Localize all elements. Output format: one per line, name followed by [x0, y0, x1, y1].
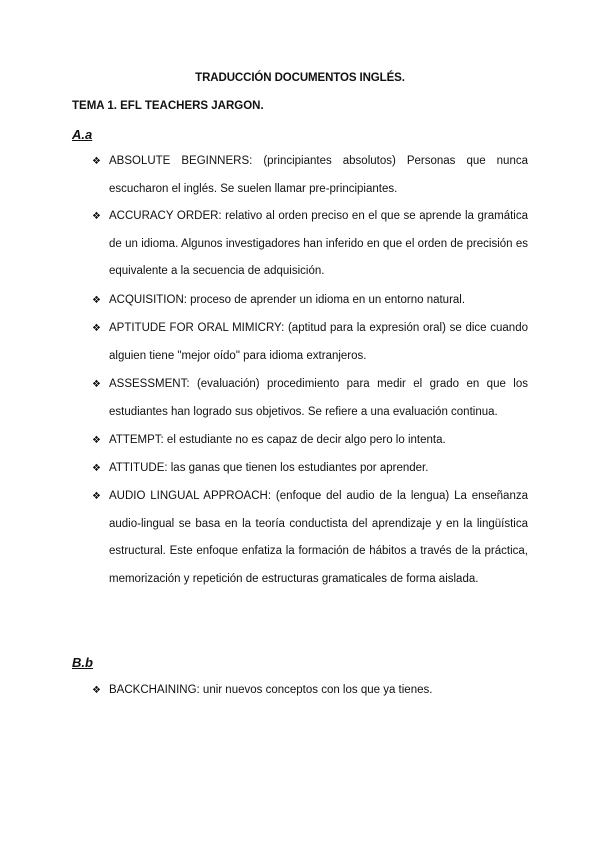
list-item	[92, 203, 528, 286]
diamond-bullet-icon: ❖	[92, 323, 101, 334]
diamond-bullet-icon: ❖	[92, 211, 101, 222]
entry-text: ATTEMPT: el estudiante no es capaz de decir algo pero lo intenta.	[109, 434, 446, 446]
diamond-bullet-icon: ❖	[92, 435, 101, 446]
entry-text: ABSOLUTE BEGINNERS: (principiantes absolutos) Personas que nunca escucharon el inglés. Se suelen llamar pre-principiantes.	[109, 155, 528, 195]
diamond-bullet-icon: ❖	[92, 379, 101, 390]
entry-text: ASSESSMENT: (evaluación) procedimiento para medir el grado en que los estudiantes han logrado sus objetivos. Se refiere a una evaluación continua.	[109, 378, 528, 418]
list-item	[92, 315, 528, 370]
section-label-b: B.b	[72, 655, 93, 670]
entry-text: ACQUISITION: proceso de aprender un idioma en un entorno natural.	[109, 294, 466, 306]
list-item	[92, 287, 528, 315]
entry-text: ACCURACY ORDER: relativo al orden preciso en el que se aprende la gramática de un idioma. Algunos investigadores han inferido en que el orden de precisión es equivalente a la secuencia de adquisición.	[109, 210, 528, 277]
topic-heading: TEMA 1. EFL TEACHERS JARGON.	[72, 100, 264, 112]
list-item	[92, 148, 528, 203]
entry-text: ATTITUDE: las ganas que tienen los estudiantes por aprender.	[109, 462, 429, 474]
diamond-bullet-icon: ❖	[92, 685, 101, 696]
section-label-a: A.a	[72, 127, 93, 142]
entry-text: APTITUDE FOR ORAL MIMICRY: (aptitud para la expresión oral) se dice cuando alguien tiene "mejor oído" para idioma extranjeros.	[109, 322, 528, 362]
list-item	[92, 483, 528, 593]
list-item	[92, 427, 528, 455]
entry-text: BACKCHAINING: unir nuevos conceptos con los que ya tienes.	[109, 684, 433, 696]
diamond-bullet-icon: ❖	[92, 463, 101, 474]
diamond-bullet-icon: ❖	[92, 156, 101, 167]
list-item	[92, 677, 528, 705]
list-item	[92, 455, 528, 483]
diamond-bullet-icon: ❖	[92, 295, 101, 306]
diamond-bullet-icon: ❖	[92, 491, 101, 502]
entry-text: AUDIO LINGUAL APPROACH: (enfoque del audio de la lengua) La enseñanza audio-lingual se basa en la teoría conductista del aprendizaje y en la lingüística estructural. Este enfoque enfatiza la formación de hábitos a través de la práctica, memorización y repetición de estructuras gramaticales de forma aislada.	[109, 490, 528, 585]
document-title: TRADUCCIÓN DOCUMENTOS INGLÉS.	[195, 72, 405, 84]
list-item	[92, 371, 528, 426]
